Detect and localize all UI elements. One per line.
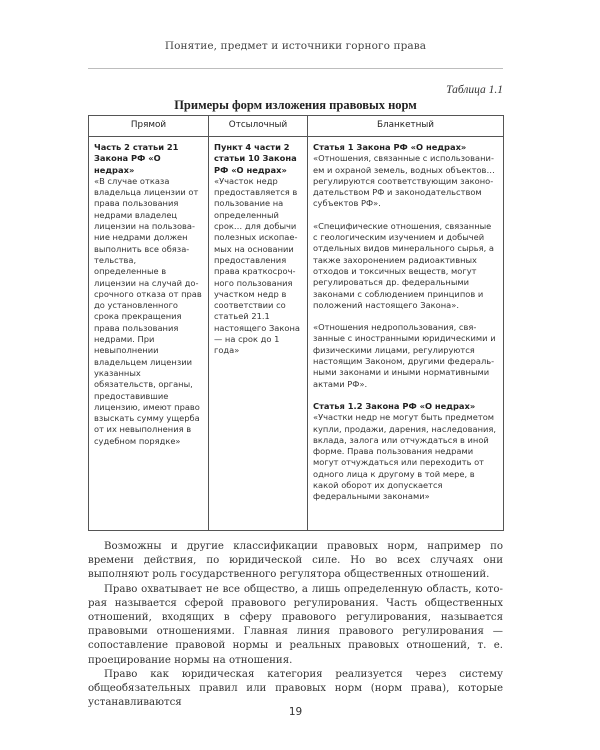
law-reference: Часть 2 статьи 21 Закона РФ «О недрах» (94, 142, 179, 175)
law-quote: «Отношения, связанные с использованием и охраной земель, водных объектов… регулируются соответствующим законодательством РФ и законодательством субъектов РФ». (313, 153, 495, 209)
table-label: Таблица 1.1 (446, 84, 503, 96)
law-quote: «В случае отказа владельца лицензии от права пользования недрами владелец лицензии на пользование недрами должен выполнить все обязательства, определенные в лицензии на случай досрочного отказа от прав до установленного срока прекращения права пользования недрами. При невыполнении владельцем лицензии указанных обязательств, органы, предоставившие лицензию, имеют право взыскать сумму ущерба от их невыполнения в судебном порядке» (94, 175, 202, 446)
page-number: 19 (288, 706, 303, 718)
cell-reference (209, 137, 308, 531)
law-quote: «Участок недр предоставляется в пользование на определенный срок… для добычи полезных ископаемых на основании предоставления права краткосрочного пользования участком недр в соответствии со статьей 21.1 настоящего Закона — на срок до 1 года» (214, 175, 300, 356)
law-quote: «Специфические отношения, связанные с геологическим изучением и добычей отдельных видов минерального сырья, а также захоронением радиоактивных отходов и токсичных веществ, могут регулироваться др. федеральными законами с соблюдением принципов и положений настоящего Закона». (313, 220, 495, 310)
table-title: Примеры форм изложения правовых норм (174, 98, 417, 112)
law-reference: Пункт 4 части 2 статьи 10 Закона РФ «О недрах» (214, 142, 297, 175)
norms-table (88, 115, 504, 531)
paragraph-gap (313, 311, 498, 322)
cell-direct (89, 137, 209, 531)
column-header-reference: Отсылочный (209, 116, 308, 137)
table-row (89, 137, 504, 531)
table-header-row (89, 116, 504, 137)
running-head: Понятие, предмет и источники горного права (164, 40, 427, 52)
cell-blanket (308, 137, 504, 531)
body-paragraph: Право охватывает не все общество, а лишь определенную область, которая называется сферой правового регулирования. Часть общественных отношений, входящих в сферу правового регулирования, называется правовыми отношениями. Главная линия правового регулирования — сопоставление правовой нормы и реальных правовых отношений, т. е. проецирование нормы на отношения. (88, 583, 503, 666)
column-header-direct: Прямой (89, 116, 209, 137)
law-reference: Статья 1 Закона РФ «О недрах» (313, 142, 467, 152)
law-reference: Статья 1.2 Закона РФ «О недрах» (313, 400, 476, 411)
law-quote: «Участки недр не могут быть предметом купли, продажи, дарения, наследования, вклада, залога или отчуждаться в иной форме. Права пользования недрами могут отчуждаться или переходить от одного лица к другому в той мере, в какой оборот их допускается федеральными законами» (313, 412, 497, 502)
law-quote: «Отношения недропользования, связанные с иностранными юридическими и физическими лицами, регулируются настоящим Законом, другими федеральными законами и иными нормативными актами РФ». (313, 322, 496, 389)
paragraph-gap (313, 210, 498, 221)
body-paragraph: Право как юридическая категория реализуется через систему общеобязательных правил или правовых норм (норм права), которые устанавливаются (88, 668, 503, 709)
body-paragraph: Возможны и другие классификации правовых норм, например по времени действия, по юридической силе. Но во всех случаях они выполняют роль государственного регулятора общественных отношений. (88, 541, 503, 581)
column-header-blanket: Бланкетный (308, 116, 504, 137)
paragraph-gap (313, 390, 498, 401)
header-divider (88, 68, 503, 69)
body-text (88, 540, 503, 710)
